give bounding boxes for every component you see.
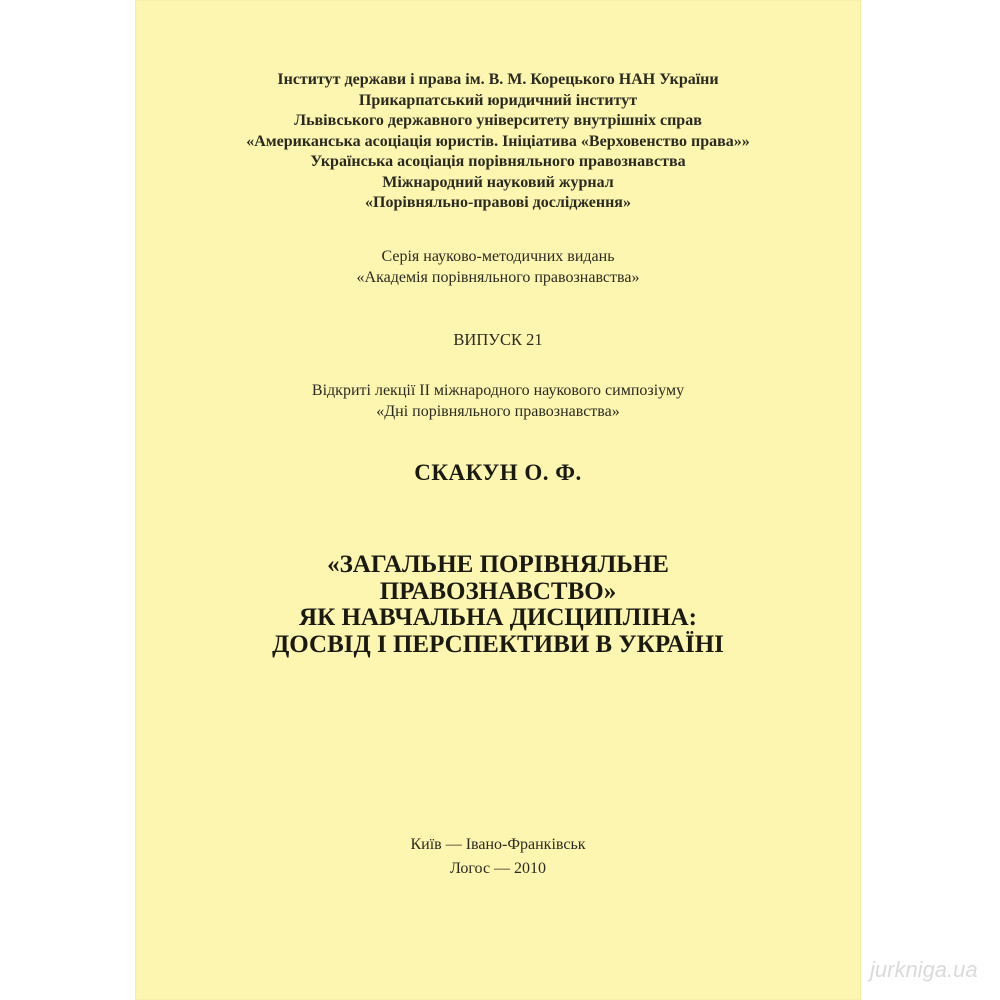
series-line: «Академія порівняльного правознавства» [356,269,640,286]
imprint-block [135,833,861,881]
series-block [135,246,861,288]
title-line: ДОСВІД І ПЕРСПЕКТИВИ В УКРАЇНІ [272,630,724,658]
author-name: СКАКУН О. Ф. [414,460,582,485]
lectures-line: Відкриті лекції ІІ міжнародного наукового симпозіуму [311,382,685,399]
institution-line: Львівського державного університету внутрішніх справ [294,112,702,129]
lectures-block [135,380,861,422]
institution-line: Інститут держави і права ім. В. М. Корецького НАН України [277,71,719,88]
institutions-list [135,70,861,214]
book-cover [135,0,861,1000]
series-line: Серія науково-методичних видань [381,248,615,265]
institution-line: «Американська асоціація юристів. Ініціатива «Верховенство права»» [246,132,750,150]
institution-line: Міжнародний науковий журнал [382,173,614,191]
institution-line: Українська асоціація порівняльного правознавства [310,153,686,170]
institution-line: «Порівняльно-правові дослідження» [365,194,631,211]
institution-line: Прикарпатський юридичний інститут [358,91,638,109]
issue-number: ВИПУСК 21 [453,330,543,349]
site-watermark: jurkniga.ua [870,957,978,982]
imprint-publisher-year: Логос — 2010 [449,860,547,877]
book-title [135,552,861,658]
imprint-city: Київ — Івано-Франківськ [410,836,586,853]
title-line: ЯК НАВЧАЛЬНА ДИСЦИПЛІНА: [299,604,697,631]
title-line: ПРАВОЗНАВСТВО» [379,577,617,605]
title-line: «ЗАГАЛЬНЕ ПОРІВНЯЛЬНЕ [327,551,669,578]
lectures-line: «Дні порівняльного правознавства» [376,403,620,420]
